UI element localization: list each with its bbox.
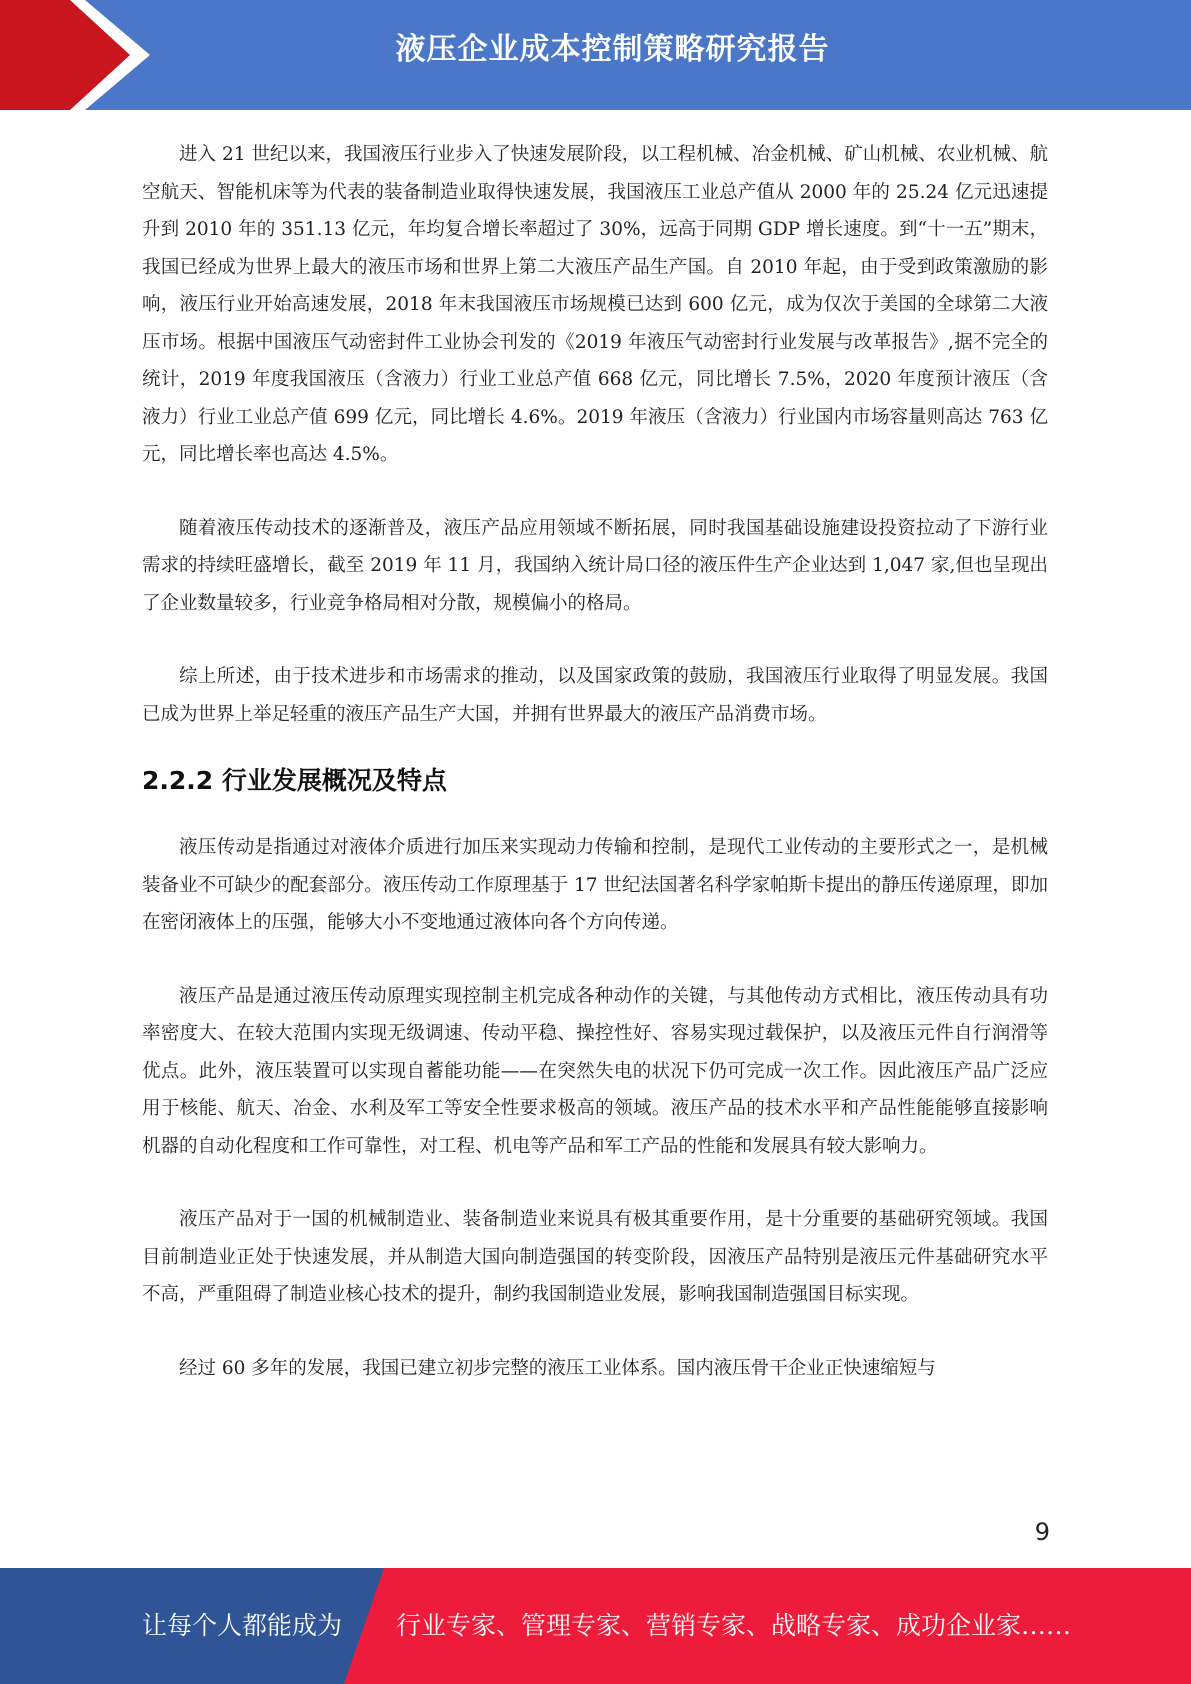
page-footer <box>0 1568 1191 1684</box>
page-number: 9 <box>1034 1518 1050 1546</box>
body-paragraph: 综上所述，由于技术进步和市场需求的推动，以及国家政策的鼓励，我国液压行业取得了明显发展。我国已成为世界上举足轻重的液压产品生产大国，并拥有世界最大的液压产品消费市场。 <box>142 666 1048 725</box>
body-paragraph: 经过 60 多年的发展，我国已建立初步完整的液压工业体系。国内液压骨干企业正快速缩短与 <box>179 1357 936 1379</box>
report-title: 液压企业成本控制策略研究报告 <box>395 32 830 67</box>
body-paragraph: 液压传动是指通过对液体介质进行加压来实现动力传输和控制，是现代工业传动的主要形式之一，是机械装备业不可缺少的配套部分。液压传动工作原理基于 17 世纪法国著名科学家帕斯卡提出的静压传递原理，即加在密闭液体上的压强，能够大小不变地通过液体向各个方向传递。 <box>142 837 1048 933</box>
page-body <box>142 136 1048 1387</box>
footer-slogan-left: 让每个人都能成为 <box>142 1611 343 1640</box>
section-heading: 2.2.2 行业发展概况及特点 <box>142 766 447 795</box>
footer-slogan-right: 行业专家、管理专家、营销专家、战略专家、成功企业家…… <box>396 1611 1072 1640</box>
body-paragraph: 进入 21 世纪以来，我国液压行业步入了快速发展阶段，以工程机械、冶金机械、矿山机械、农业机械、航空航天、智能机床等为代表的装备制造业取得快速发展，我国液压工业总产值从 2000 年的 25.24 亿元迅速提升到 2010 年的 351.13 亿元，年均复合增长率超过了 30%，远高于同期 GDP 增长速度。到“十一五”期末，我国已经成为世界上最大的液压市场和世界上第二大液压产品生产国。自 2010 年起，由于受到政策激励的影响，液压行业开始高速发展，2018 年末我国液压市场规模已达到 600 亿元，成为仅次于美国的全球第二大液压市场。根据中国液压气动密封件工业协会刊发的《2019 年液压气动密封行业发展与改革报告》,据不完全的统计，2019 年度我国液压（含液力）行业工业总产值 668 亿元，同比增长 7.5%，2020 年度预计液压（含液力）行业工业总产值 699 亿元，同比增长 4.6%。2019 年液压（含液力）行业国内市场容量则高达 763 亿元，同比增长率也高达 4.5%。 <box>142 144 1048 465</box>
body-paragraph: 液压产品对于一国的机械制造业、装备制造业来说具有极其重要作用，是十分重要的基础研究领域。我国目前制造业正处于快速发展，并从制造大国向制造强国的转变阶段，因液压产品特别是液压元件基础研究水平不高，严重阻碍了制造业核心技术的提升，制约我国制造业发展，影响我国制造强国目标实现。 <box>142 1209 1048 1305</box>
page-header <box>0 0 1191 110</box>
body-paragraph: 液压产品是通过液压传动原理实现控制主机完成各种动作的关键，与其他传动方式相比，液压传动具有功率密度大、在较大范围内实现无级调速、传动平稳、操控性好、容易实现过载保护，以及液压元件自行润滑等优点。此外，液压装置可以实现自蓄能功能——在突然失电的状况下仍可完成一次工作。因此液压产品广泛应用于核能、航天、冶金、水利及军工等安全性要求极高的领域。液压产品的技术水平和产品性能能够直接影响机器的自动化程度和工作可靠性，对工程、机电等产品和军工产品的性能和发展具有较大影响力。 <box>142 985 1048 1157</box>
body-paragraph: 随着液压传动技术的逐渐普及，液压产品应用领域不断拓展，同时我国基础设施建设投资拉动了下游行业需求的持续旺盛增长，截至 2019 年 11 月，我国纳入统计局口径的液压件生产企业达到 1,047 家,但也呈现出了企业数量较多，行业竞争格局相对分散，规模偏小的格局。 <box>142 517 1048 614</box>
